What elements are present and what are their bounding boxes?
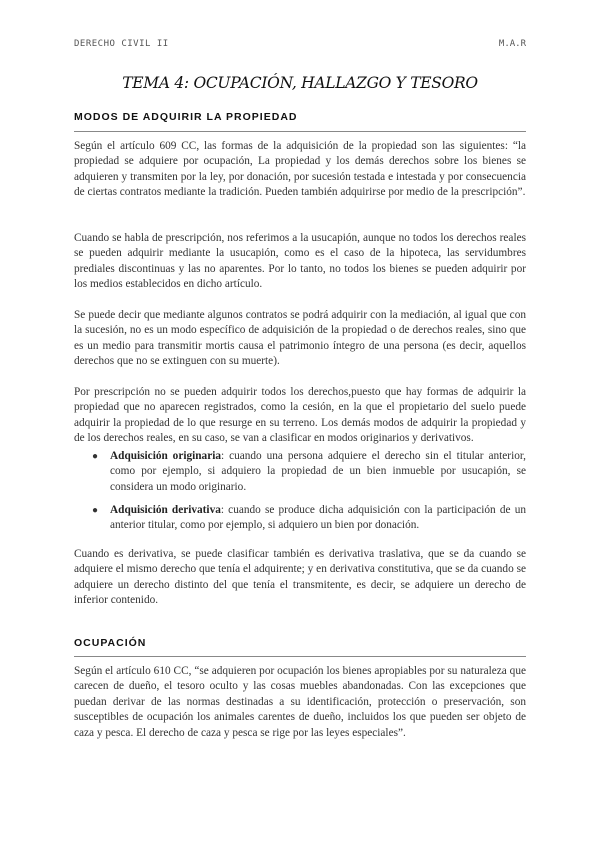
bullet-term: Adquisición originaria: [110, 450, 222, 462]
paragraph: Cuando es derivativa, se puede clasificar también es derivativa traslativa, que se da cuando se adquiere el mismo derecho que tenía el adquirente; y en derivativa constitutiva, que se da cuando se adquiere un derecho distinto del que tenía el transmitente, es decir, se adquiere un derecho de inferior contenido.: [74, 548, 526, 607]
paragraph: Se puede decir que mediante algunos contratos se podrá adquirir con la mediación, al igual que con la sucesión, no es un modo específico de adquisición de la propiedad o de derechos reales, sino que es un medio para transmitir mortis causa el patrimonio íntegro de una persona (es decir, aquellos derechos que no se extinguen con su muerte).: [74, 309, 526, 368]
bullet-item-originaria: [110, 449, 526, 495]
document-title: TEMA 4: OCUPACIÓN, HALLAZGO Y TESORO: [122, 74, 478, 92]
bullet-description: : cuando se produce dicha adquisición con la participación de un anterior titular, como por ejemplo, si adquiero un bien por donación.: [110, 504, 526, 532]
section-heading-ocupacion: OCUPACIÓN: [74, 637, 147, 649]
bullet-item-derivativa: [110, 503, 526, 534]
header-author: M.A.R: [498, 39, 526, 49]
paragraph: Según el artículo 609 CC, las formas de la adquisición de la propiedad son las siguientes: “la propiedad se adquiere por ocupación, La propiedad y los demás derechos sobre los bienes se adquieren y transmiten por la ley, por donación, por sucesión testada e intestada y por consecuencia de ciertas contratos mediante la tradición. Pueden también adquirirse por medio de la prescripción”.: [74, 140, 526, 199]
paragraph: Según el artículo 610 CC, “se adquieren por ocupación los bienes apropiables por su naturaleza que carecen de dueño, el tesoro oculto y las cosas muebles abandonadas. Con las excepciones que puedan derivar de las normas destinadas a su identificación, protección o preservación, son susceptibles de ocupación los animales carentes de dueño, incluidos los que pueden ser objeto de caza y pesca. El derecho de caza y pesca se rige por las leyes especiales”.: [74, 665, 526, 739]
header-subject: DERECHO CIVIL II: [74, 39, 169, 49]
paragraph: Cuando se habla de prescripción, nos referimos a la usucapión, aunque no todos los derechos reales se pueden adquirir mediante la usucapión, como es el caso de la hipoteca, las servidumbres prediales discontinuas y las no aparentes. Por lo tanto, no todos los bienes se pueden adquirir por los medios establecidos en dicho artículo.: [74, 232, 526, 291]
bullet-marker: ●: [92, 451, 99, 462]
bullet-marker: ●: [92, 505, 99, 516]
section-heading-modos: MODOS DE ADQUIRIR LA PROPIEDAD: [74, 111, 298, 123]
section-divider: [74, 656, 526, 657]
section-divider: [74, 131, 526, 132]
bullet-description: : cuando una persona adquiere el derecho sin el titular anterior, como por ejemplo, si adquiero la propiedad de un bien inmueble por usucapión, se considera un modo originario.: [110, 450, 526, 493]
bullet-term: Adquisición derivativa: [110, 504, 221, 516]
paragraph: Por prescripción no se pueden adquirir todos los derechos,puesto que hay formas de adquirir la propiedad que no aparecen registrados, como la cesión, en la que el propietario del suelo puede adquirir la propiedad de lo que resurge en su terreno. Los demás modos de adquirir la propiedad y de los derechos reales, en su caso, se van a clasificar en modos originarios y derivativos.: [74, 386, 526, 445]
